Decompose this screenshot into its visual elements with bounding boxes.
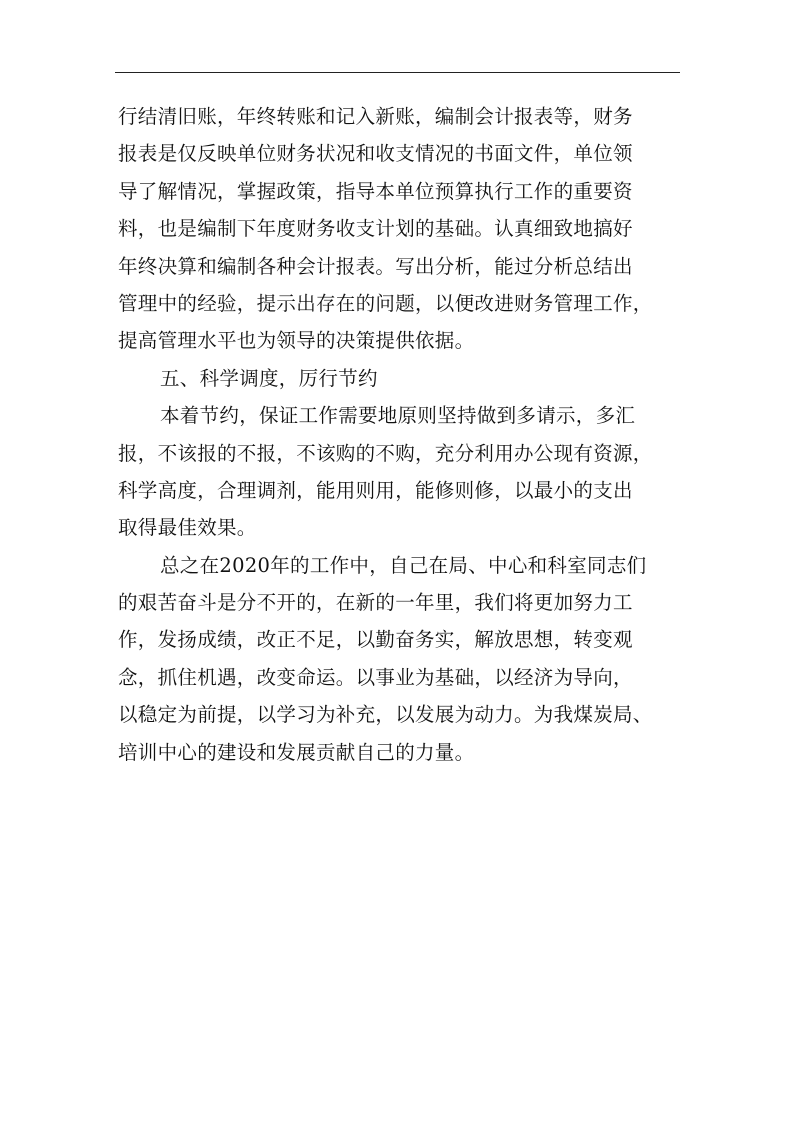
text-line: 料，也是编制下年度财务收支计划的基础。认真细致地搞好 <box>118 217 633 241</box>
text-line: 提高管理水平也为领导的决策提供依据。 <box>118 329 475 353</box>
text-line: 取得最佳效果。 <box>118 516 257 540</box>
text-line: 本着节约，保证工作需要地原则坚持做到多请示，多汇 <box>160 404 636 428</box>
text-line: 培训中心的建设和发展贡献自己的力量。 <box>118 740 475 764</box>
text-line: 念，抓住机遇，改变命运。以事业为基础，以经济为导向， <box>118 665 633 689</box>
text-line: 导了解情况，掌握政策，指导本单位预算执行工作的重要资 <box>118 179 633 203</box>
text-line: 的艰苦奋斗是分不开的，在新的一年里，我们将更加努力工 <box>118 591 633 615</box>
text-line: 总之在2020年的工作中，自己在局、中心和科室同志们 <box>160 553 647 577</box>
document-body <box>118 98 690 771</box>
text-line: 科学高度，合理调剂，能用则用，能修则修，以最小的支出 <box>118 478 633 502</box>
header-rule <box>115 72 680 73</box>
section-heading: 五、科学调度，厉行节约 <box>160 366 378 390</box>
text-line: 管理中的经验，提示出存在的问题，以便改进财务管理工作， <box>118 291 653 315</box>
text-line: 报表是仅反映单位财务状况和收支情况的书面文件，单位领 <box>118 142 633 166</box>
text-line: 行结清旧账，年终转账和记入新账，编制会计报表等，财务 <box>118 105 633 128</box>
text-line: 作，发扬成绩，改正不足，以勤奋务实，解放思想，转变观 <box>118 628 633 652</box>
text-line: 以稳定为前提，以学习为补充，以发展为动力。为我煤炭局、 <box>118 703 653 727</box>
text-line: 报，不该报的不报，不该购的不购，充分利用办公现有资源， <box>118 441 653 465</box>
text-line: 年终决算和编制各种会计报表。写出分析，能过分析总结出 <box>118 254 633 278</box>
